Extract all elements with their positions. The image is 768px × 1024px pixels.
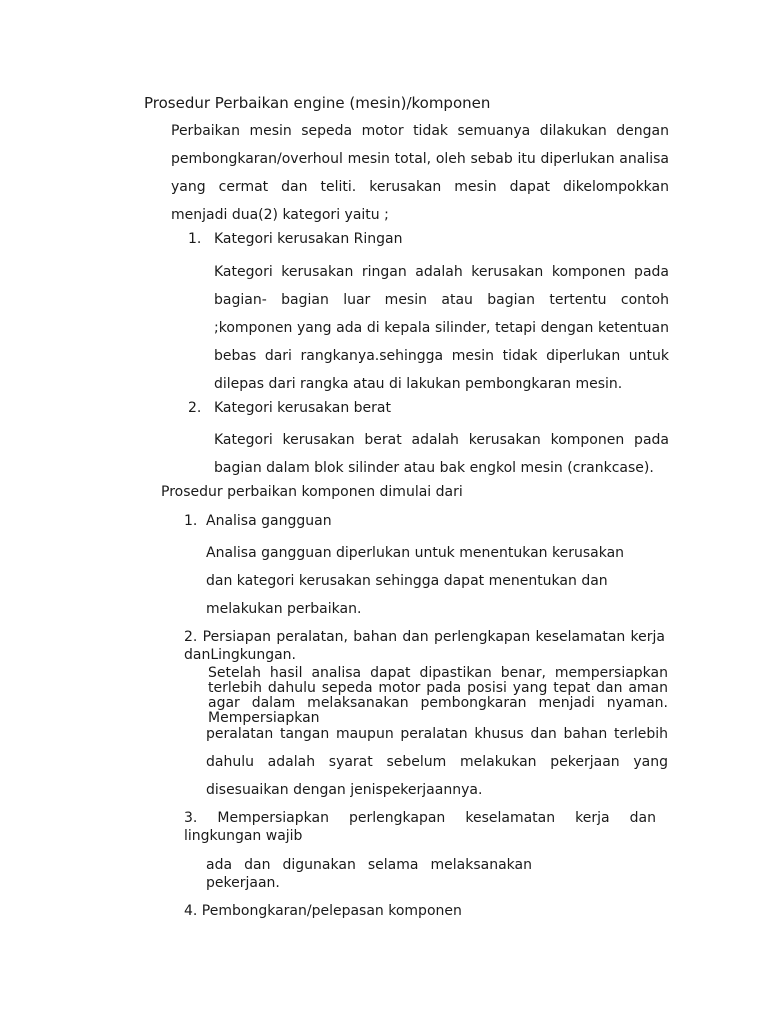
step-2-body: peralatan tangan maupun peralatan khusus dan bahan terlebih dahulu adalah syarat sebelum melakukan pekerjaan yang disesuaikan dengan jenispekerjaannya. <box>206 726 668 798</box>
category-1-number: 1. <box>188 231 202 247</box>
category-1-heading <box>188 231 402 247</box>
intro-paragraph: Perbaikan mesin sepeda motor tidak semuanya dilakukan dengan pembongkaran/overhoul mesin total, oleh sebab itu diperlukan analisa yang cermat dan teliti. kerusakan mesin dapat dikelompokkan menjadi dua(2) kategori yaitu ; <box>171 123 669 223</box>
step-2-overlap-text: Setelah hasil analisa dapat dipastikan benar, mempersiapkan terlebih dahulu sepeda motor pada posisi yang tepat dan aman agar dalam melaksanakan pembongkaran menjadi nyaman. Mempersiapkan <box>208 665 668 726</box>
step-4-heading: 4. Pembongkaran/pelepasan komponen <box>184 903 462 919</box>
step-3-heading: 3. Mempersiapkan perlengkapan keselamatan kerja dan lingkungan wajib <box>184 810 656 844</box>
step-1-heading-text: Analisa gangguan <box>206 513 332 529</box>
page-title: Prosedur Perbaikan engine (mesin)/komponen <box>144 94 491 112</box>
step-3-body: ada dan digunakan selama melaksanakan pekerjaan. <box>206 857 532 891</box>
category-2-body: Kategori kerusakan berat adalah kerusakan komponen pada bagian dalam blok silinder atau bak engkol mesin (crankcase). <box>214 432 669 476</box>
category-1-heading-text: Kategori kerusakan Ringan <box>214 231 403 247</box>
category-2-heading-text: Kategori kerusakan berat <box>214 400 391 416</box>
category-2-number: 2. <box>188 400 202 416</box>
category-2-heading <box>188 400 391 416</box>
step-1-heading <box>184 513 332 529</box>
step-1-body: Analisa gangguan diperlukan untuk menentukan kerusakan dan kategori kerusakan sehingga dapat menentukan dan melakukan perbaikan. <box>206 545 625 617</box>
step-1-number: 1. <box>184 513 198 529</box>
procedure-intro: Prosedur perbaikan komponen dimulai dari <box>161 484 463 500</box>
step-2-heading: 2. Persiapan peralatan, bahan dan perlengkapan keselamatan kerja danLingkungan. <box>184 629 665 663</box>
category-1-body: Kategori kerusakan ringan adalah kerusakan komponen pada bagian- bagian luar mesin atau bagian tertentu contoh ;komponen yang ada di kepala silinder, tetapi dengan ketentuan bebas dari rangkanya.sehingga mesin tidak diperlukan untuk dilepas dari rangka atau di lakukan pembongkaran mesin. <box>214 264 669 392</box>
